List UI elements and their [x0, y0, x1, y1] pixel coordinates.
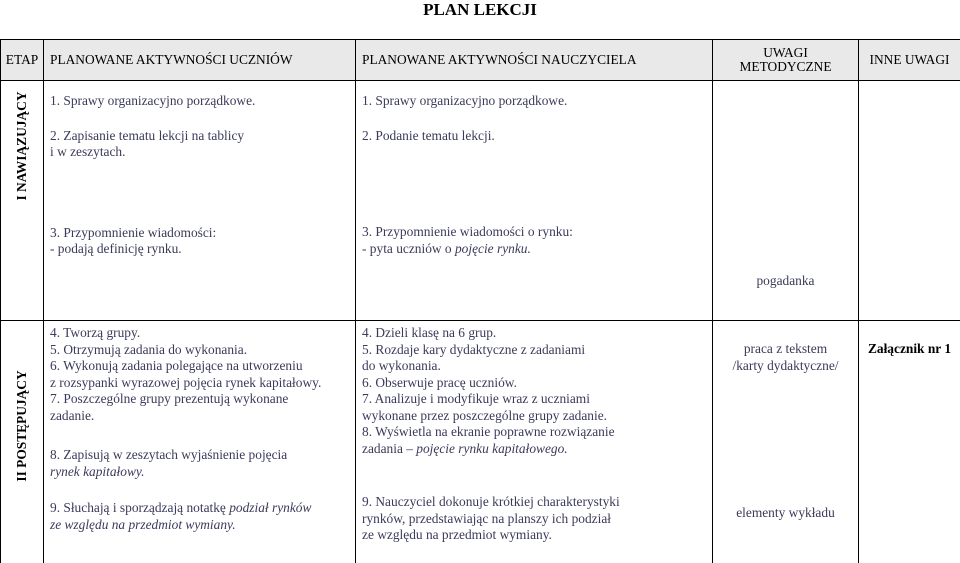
student-line-italic: podział rynków [229, 500, 312, 515]
method-pogadanka: pogadanka [756, 273, 815, 288]
teacher-activities-progressive [356, 321, 713, 563]
student-line: i w zeszytach. [50, 144, 126, 159]
other-notes-introductory [859, 81, 960, 321]
teacher-line: 4. Dzieli klasę na 6 grup. [362, 325, 497, 340]
student-line [50, 500, 349, 517]
student-line-part: 9. Słuchają i sporządzają notatkę [50, 500, 230, 515]
teacher-activities-introductory [356, 81, 713, 321]
teacher-line: rynków, przedstawiając na planszy ich podział [362, 510, 611, 526]
teacher-line: ze względu na przedmiot wymiany. [362, 527, 552, 542]
lesson-plan-table [0, 39, 960, 563]
section-row-introductory [1, 81, 960, 321]
student-line-italic: rynek kapitałowy. [50, 463, 145, 479]
teacher-line-part: zadania – [362, 440, 417, 456]
stage-label-progressive: II POSTĘPUJĄCY [13, 370, 29, 482]
section-row-progressive [1, 321, 960, 563]
teacher-line: 7. Analizuje i modyfikuje wraz z uczniami [362, 391, 590, 406]
student-line: 4. Tworzą grupy. [50, 325, 141, 340]
student-line: 7. Poszczególne grupy prezentują wykonane [50, 391, 289, 406]
other-notes-progressive [859, 321, 960, 563]
header-methodical-notes [713, 40, 859, 81]
student-line: - podają definicję rynku. [50, 241, 182, 256]
teacher-line: do wykonania. [362, 358, 441, 373]
header-other-notes: INNE UWAGI [859, 40, 960, 81]
header-teacher-activities: PLANOWANE AKTYWNOŚCI NAUCZYCIELA [356, 40, 713, 81]
student-line: zadanie. [50, 407, 95, 423]
method-text-work-line1: praca z tekstem [743, 341, 828, 356]
teacher-line-part: - pyta uczniów o [362, 240, 455, 256]
student-line-italic: ze względu na przedmiot wymiany. [50, 516, 236, 532]
methodical-notes-introductory [713, 81, 859, 321]
attachment-note: Załącznik nr 1 [867, 341, 952, 356]
header-student-activities: PLANOWANE AKTYWNOŚCI UCZNIÓW [44, 40, 356, 81]
student-line [50, 517, 349, 534]
teacher-line: 3. Przypomnienie wiadomości o rynku: [362, 224, 573, 239]
teacher-line: 5. Rozdaje kary dydaktyczne z zadaniami [362, 341, 586, 357]
method-text-work-line2: /karty dydaktyczne/ [732, 357, 839, 373]
student-activities-introductory [44, 81, 356, 321]
student-line: 3. Przypomnienie wiadomości: [50, 224, 217, 240]
method-lecture: elementy wykładu [736, 505, 835, 520]
teacher-line: 1. Sprawy organizacyjno porządkowe. [362, 93, 568, 108]
student-line: 1. Sprawy organizacyjno porządkowe. [50, 93, 256, 108]
student-line: 5. Otrzymują zadania do wykonania. [50, 341, 248, 357]
teacher-line [362, 241, 706, 258]
header-methodical-line2: METODYCZNE [739, 59, 832, 74]
page-title: PLAN LEKCJI [423, 0, 537, 19]
teacher-line: 9. Nauczyciel dokonuje krótkiej charakterystyki [362, 494, 620, 509]
teacher-line-italic: pojęcie rynku. [454, 240, 531, 256]
teacher-line: 6. Obserwuje pracę uczniów. [362, 374, 517, 390]
student-activities-progressive [44, 321, 356, 563]
stage-cell-progressive [1, 321, 44, 563]
teacher-line: 8. Wyświetla na ekranie poprawne rozwiązanie [362, 424, 615, 439]
teacher-line: wykonane przez poszczególne grupy zadanie. [362, 407, 608, 423]
teacher-line: 2. Podanie tematu lekcji. [362, 127, 495, 143]
header-row [1, 40, 960, 81]
student-line: 2. Zapisanie tematu lekcji na tablicy [50, 127, 245, 143]
teacher-line [362, 441, 706, 458]
student-line: z rozsypanki wyrazowej pojęcia rynek kapitałowy. [50, 374, 322, 390]
methodical-notes-progressive [713, 321, 859, 563]
student-line [50, 464, 349, 481]
stage-label-introductory: I NAWIĄZUJĄCY [13, 91, 29, 201]
header-etap: ETAP [1, 40, 44, 81]
student-line: 8. Zapisują w zeszytach wyjaśnienie pojęcia [50, 447, 288, 462]
header-methodical-line1: UWAGI [763, 45, 808, 60]
student-line: 6. Wykonują zadania polegające na utworzeniu [50, 358, 303, 373]
teacher-line-italic: pojęcie rynku kapitałowego. [416, 440, 568, 456]
